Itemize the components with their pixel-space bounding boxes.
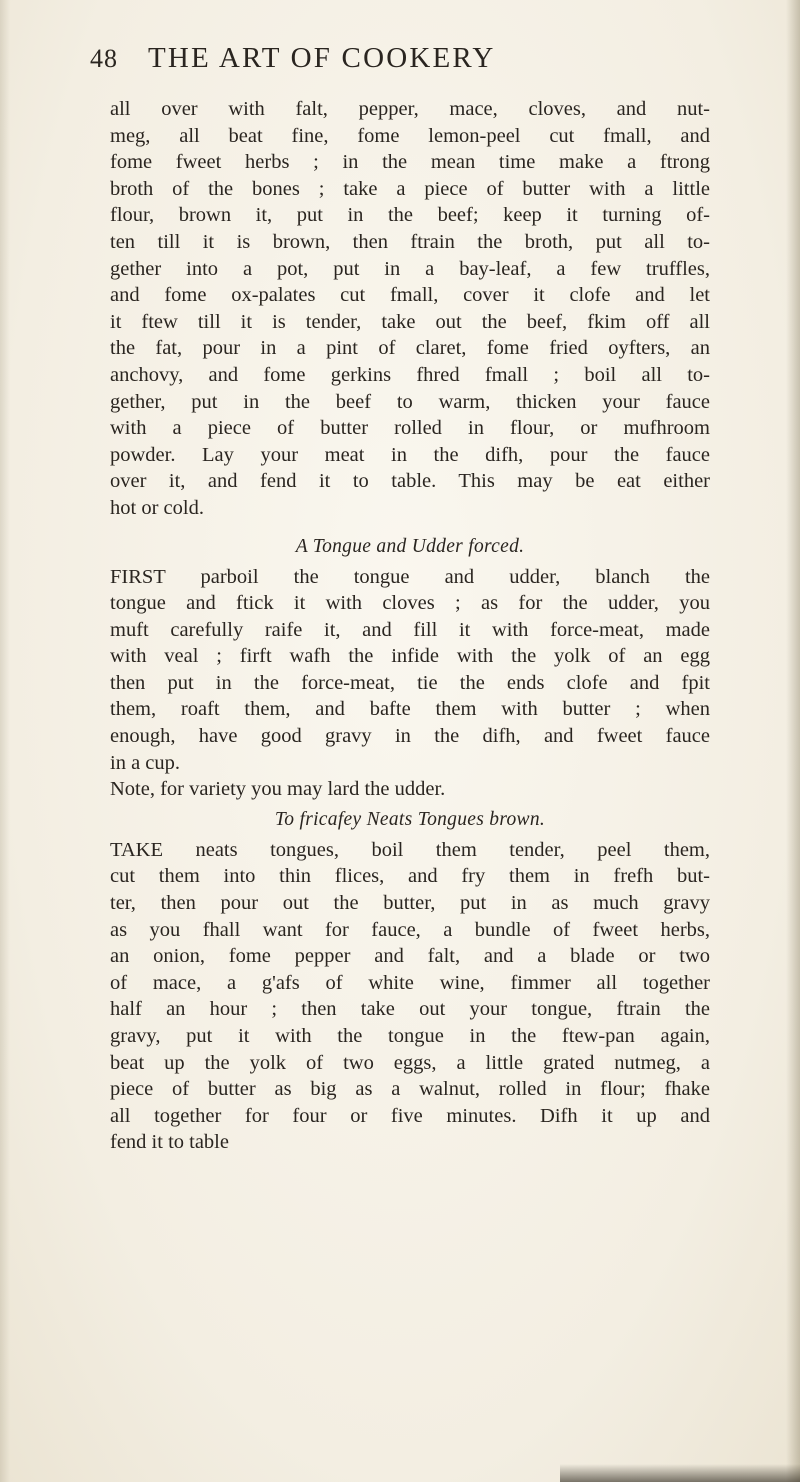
text-line: ten till it is brown, then ftrain the broth, put all to- (110, 230, 710, 253)
text-line: piece of butter as big as a walnut, rolled in flour; fhake (110, 1078, 710, 1101)
text-line: flour, brown it, put in the beef; keep it turning of- (110, 204, 710, 227)
text-line: of mace, a g'afs of white wine, fimmer all together (110, 971, 710, 994)
text-line: and fome ox-palates cut fmall, cover it clofe and let (110, 284, 710, 307)
text-line: ter, then pour out the butter, put in as much gravy (110, 892, 710, 915)
paragraph-tongue-udder (110, 564, 710, 803)
text-line: gether into a pot, put in a bay-leaf, a few truffles, (110, 257, 710, 280)
recipe-note: Note, for variety you may lard the udder. (110, 778, 446, 801)
text-line: half an hour ; then take out your tongue, ftrain the (110, 998, 710, 1021)
text-line: as you fhall want for fauce, a bundle of fweet herbs, (110, 918, 710, 941)
text-line: gether, put in the beef to warm, thicken your fauce (110, 390, 710, 413)
text-line: over it, and fend it to table. This may be eat either (110, 470, 710, 493)
text-line: muft carefully raife it, and fill it with force-meat, made (110, 618, 710, 641)
text-line: broth of the bones ; take a piece of butter with a little (110, 177, 710, 200)
text-line: TAKE neats tongues, boil them tender, peel them, (110, 838, 710, 861)
text-line: gravy, put it with the tongue in the ftew-pan again, (110, 1025, 710, 1047)
text-line: enough, have good gravy in the difh, and fweet fauce (110, 725, 710, 748)
text-line: all together for four or five minutes. Difh it up and (110, 1104, 710, 1127)
recipe-heading-tongue-udder: A Tongue and Udder forced. (295, 535, 525, 557)
text-line: them, roaft them, and bafte them with butter ; when (110, 698, 710, 721)
text-line: tongue and ftick it with cloves ; as for the udder, you (110, 592, 710, 615)
text-line: hot or cold. (110, 496, 204, 519)
page-bottom-shadow (560, 1464, 800, 1482)
text-line: FIRST parboil the tongue and udder, blanch the (110, 565, 710, 588)
page-number: 48 (90, 44, 118, 73)
paragraph-beef-recipe (110, 96, 710, 522)
running-title: THE ART OF COOKERY (148, 42, 496, 74)
text-line: anchovy, and fome gerkins fhred fmall ; boil all to- (110, 363, 710, 386)
text-line: with a piece of butter rolled in flour, or mufhroom (110, 417, 710, 440)
text-line: powder. Lay your meat in the difh, pour the fauce (110, 443, 710, 466)
text-line: with veal ; firft wafh the infide with the yolk of an egg (110, 645, 710, 668)
page-body (110, 96, 710, 1156)
recipe-heading-neats-tongues: To fricafey Neats Tongues brown. (274, 808, 546, 830)
paragraph-neats-tongues (110, 837, 710, 1156)
text-line: beat up the yolk of two eggs, a little grated nutmeg, a (110, 1051, 710, 1074)
text-line: meg, all beat fine, fome lemon-peel cut fmall, and (110, 124, 710, 147)
text-line: cut them into thin flices, and fry them in frefh but- (110, 865, 710, 888)
text-line: an onion, fome pepper and falt, and a blade or two (110, 945, 710, 968)
page-right-edge-shadow (786, 0, 800, 1482)
text-line: it ftew till it is tender, take out the beef, fkim off all (110, 310, 710, 333)
text-line: then put in the force-meat, tie the ends clofe and fpit (110, 671, 710, 694)
page-header (90, 40, 730, 84)
page-left-edge-shadow (0, 0, 10, 1482)
text-line: in a cup. (110, 751, 181, 774)
text-line: the fat, pour in a pint of claret, fome fried oyfters, an (110, 337, 710, 360)
text-line: all over with falt, pepper, mace, cloves, and nut- (110, 98, 710, 120)
text-line: fome fweet herbs ; in the mean time make a ftrong (110, 151, 710, 174)
text-line: fend it to table (110, 1131, 229, 1154)
